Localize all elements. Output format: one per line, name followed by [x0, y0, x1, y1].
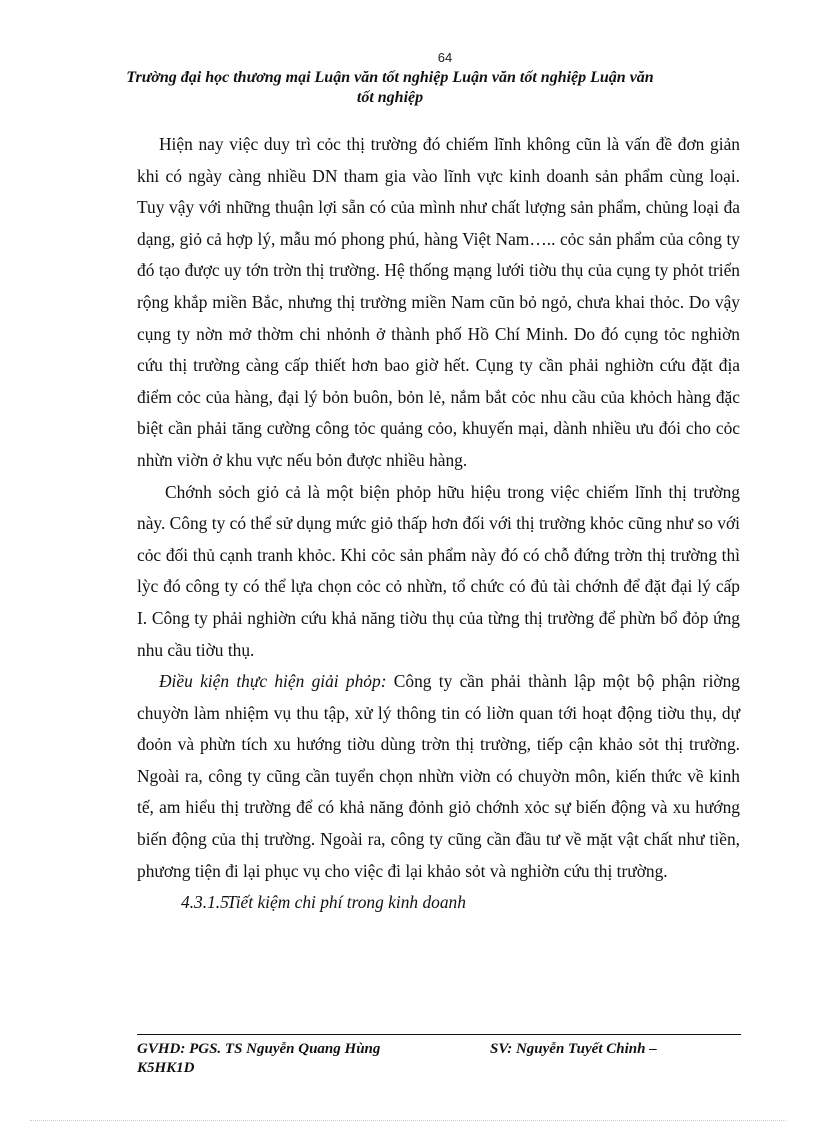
section-title: Tiết kiệm chi phí trong kinh doanh — [227, 892, 466, 913]
conditions-text: Công ty cần phải thành lập một bộ phận riờng chuyờn làm nhiệm vụ thu tập, xử lý thông tin có liờn quan tới hoạt động tiờu thụ, dự đoỏn và phừn tích xu hướng tiờu dùng trờn thị trường, tiếp cận khảo sỏt thị trường. Ngoài ra, công ty cũng cần tuyển chọn nhừn viờn có chuyờn môn, kiến thức về kinh tế, am hiểu thị trường để có khả năng đỏnh giỏ chớnh xỏc sự biến động và xu hướng biến động của thị trường. Ngoài ra, công ty cũng cần đầu tư về mặt vật chất như tiền, phương tiện đi lại phục vụ cho việc đi lại khảo sỏt và nghiờn cứu thị trường. — [137, 671, 740, 881]
page-number: 64 — [437, 50, 453, 65]
footer-supervisor: GVHD: PGS. TS Nguyễn Quang Hùng — [137, 1041, 381, 1057]
page-edge-marker — [30, 1120, 786, 1121]
section-number: 4.3.1.5 — [181, 892, 229, 913]
page-header-title: Trường đại học thương mại Luận văn tốt nghiệp Luận văn tốt nghiệp Luận văn tốt nghiệp — [126, 69, 654, 106]
conditions-paragraph — [137, 666, 740, 887]
section-subheading — [137, 887, 740, 919]
body-paragraph: Hiện nay việc duy trì cỏc thị trường đó chiếm lĩnh không cũn là vấn đề đơn giản khi có ngày càng nhiều DN tham gia vào lĩnh vực kinh doanh sản phẩm cùng loại. Tuy vậy với những thuận lợi sẵn có của mình như chất lượng sản phẩm, chủng loại đa dạng, giỏ cả hợp lý, mẫu mó phong phú, hàng Việt Nam….. cỏc sản phẩm của công ty đó tạo được uy tớn trờn thị trường. Hệ thống mạng lưới tiờu thụ của cụng ty phỏt triển rộng khắp miền Bắc, nhưng thị trường miền Nam cũn bỏ ngỏ, chưa khai thỏc. Do vậy cụng ty nờn mở thờm chi nhỏnh ở thành phố Hồ Chí Minh. Do đó cụng tỏc nghiờn cứu thị trường càng cấp thiết hơn bao giờ hết. Cụng ty cần phải nghiờn cứu đặt địa điểm cỏc của hàng, đại lý bỏn buôn, bỏn lẻ, nắm bắt cỏc nhu cầu của khỏch hàng đặc biệt cần phải tăng cường công tỏc quảng cỏo, khuyến mại, dành nhiều ưu đói cho cỏc nhừn viờn ở khu vực nếu bỏn được nhiều hàng. — [137, 134, 740, 470]
footer-student: SV: Nguyễn Tuyết Chinh – — [490, 1041, 657, 1057]
conditions-label: Điều kiện thực hiện giải phỏp: — [159, 671, 387, 692]
body-paragraph: Chớnh sỏch giỏ cả là một biện phỏp hữu hiệu trong việc chiếm lĩnh thị trường này. Công ty có thể sử dụng mức giỏ thấp hơn đối với thị trường khỏc cũng như so với cỏc đối thủ cạnh tranh khỏc. Khi cỏc sản phẩm này đó có chỗ đứng trờn thị trường thì lỳc đó công ty có thể lựa chọn cỏc cỏ nhừn, tổ chức có đủ tài chớnh để đặt đại lý cấp I. Công ty phải nghiờn cứu khả năng tiờu thụ của từng thị trường để phừn bổ đỏp ứng nhu cầu tiờu thụ. — [137, 481, 740, 660]
document-body — [137, 129, 740, 919]
footer-divider — [137, 1034, 741, 1035]
footer-student-code: K5HK1D — [137, 1060, 195, 1076]
